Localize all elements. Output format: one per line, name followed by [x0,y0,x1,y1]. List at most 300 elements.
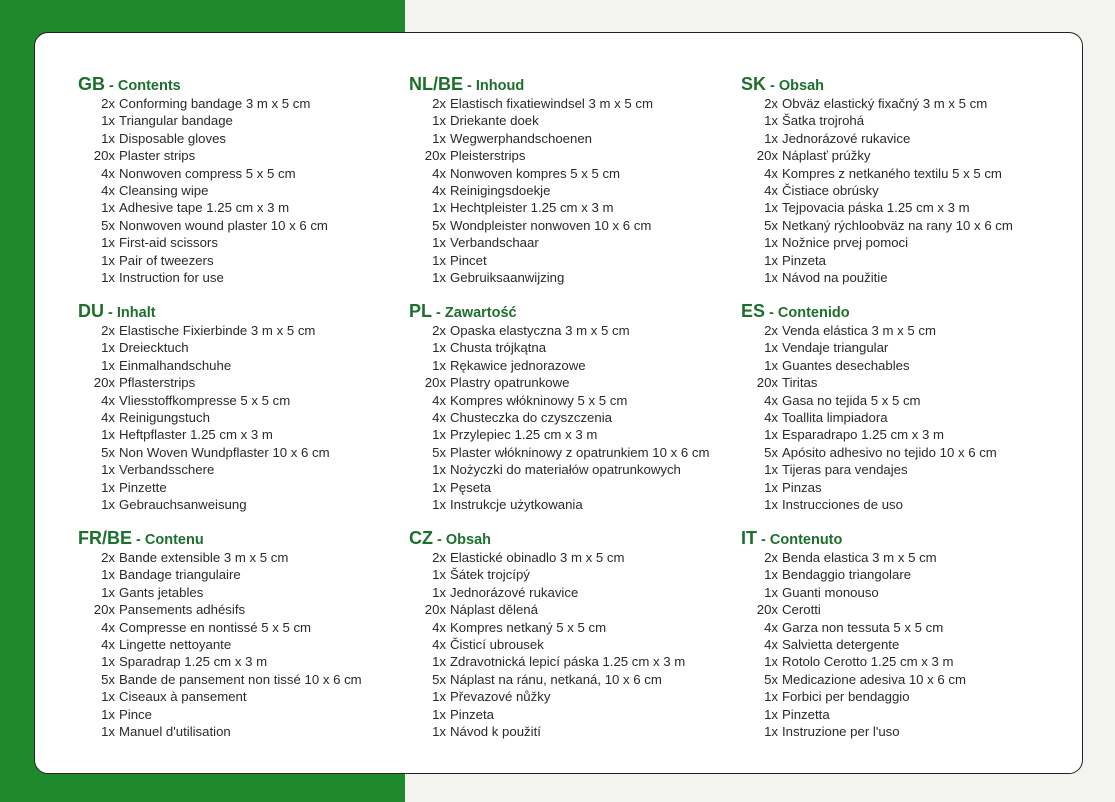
item-quantity: 4x [101,182,115,198]
item-quantity: 1x [432,584,446,600]
list-item [741,549,1071,566]
item-quantity: 4x [764,619,778,635]
list-item [741,339,1071,356]
list-item [741,671,1071,688]
list-item [409,234,739,251]
item-description: Nonwoven wound plaster 10 x 6 cm [119,217,328,233]
item-description: Kompres z netkaného textilu 5 x 5 cm [782,165,1002,181]
section-title [78,527,408,549]
item-quantity: 4x [764,182,778,198]
item-quantity: 1x [432,200,446,216]
list-item [741,182,1071,199]
item-quantity: 1x [432,340,446,356]
item-quantity: 1x [101,706,115,722]
section-heading: - Contenuto [757,532,843,548]
list-item [741,479,1071,496]
list-item [741,130,1071,147]
item-quantity: 1x [432,706,446,722]
item-quantity: 1x [432,113,446,129]
item-description: Forbici per bendaggio [782,689,910,705]
item-description: Einmalhandschuhe [119,357,232,373]
list-item [409,688,739,705]
list-item [78,95,408,112]
item-description: Návod k použití [450,723,541,739]
item-description: Adhesive tape 1.25 cm x 3 m [119,200,290,216]
item-description: Pinzas [782,479,822,495]
language-code: CZ [409,528,433,548]
item-quantity: 1x [101,130,115,146]
item-description: Elastické obinadlo 3 m x 5 cm [450,550,625,565]
item-description: Esparadrapo 1.25 cm x 3 m [782,427,944,443]
item-quantity: 2x [101,550,115,565]
item-quantity: 1x [432,357,446,373]
list-item [78,234,408,251]
list-item [409,584,739,601]
item-description: Bande de pansement non tissé 10 x 6 cm [119,671,362,687]
list-item [78,444,408,461]
item-quantity: 1x [432,252,446,268]
list-item [78,199,408,216]
list-item [741,706,1071,723]
item-description: Vliesstoffkompresse 5 x 5 cm [119,392,291,408]
item-quantity: 20x [756,148,778,164]
list-item [409,409,739,426]
item-description: Lingette nettoyante [119,636,232,652]
item-quantity: 5x [432,671,446,687]
list-item [741,199,1071,216]
item-quantity: 1x [101,723,115,739]
list-item [78,706,408,723]
item-description: Manuel d'utilisation [119,723,231,739]
section-title [741,300,1071,322]
list-item [741,619,1071,636]
list-item [741,269,1071,286]
item-quantity: 20x [93,375,115,391]
item-quantity: 1x [101,462,115,478]
language-section [409,300,739,527]
language-code: SK [741,74,767,94]
list-item [409,461,739,478]
list-item [741,252,1071,269]
list-item [78,479,408,496]
item-quantity: 4x [101,619,115,635]
item-quantity: 1x [764,130,778,146]
item-description: Plaster włókninowy z opatrunkiem 10 x 6 cm [450,444,710,460]
item-quantity: 4x [101,165,115,181]
item-description: Ciseaux à pansement [119,689,247,705]
list-item [409,444,739,461]
item-description: Reinigingsdoekje [450,182,551,198]
language-section [78,73,408,300]
item-quantity: 1x [101,427,115,443]
item-quantity: 1x [432,479,446,495]
list-item [78,671,408,688]
item-description: Garza non tessuta 5 x 5 cm [782,619,944,635]
list-item [78,584,408,601]
section-title [409,73,739,95]
item-description: Bande extensible 3 m x 5 cm [119,550,289,565]
item-description: Šátek trojcípý [450,567,530,583]
list-item [741,653,1071,670]
list-item [78,549,408,566]
item-description: Chusteczka do czyszczenia [450,409,612,425]
list-item [741,95,1071,112]
list-item [409,322,739,339]
item-quantity: 5x [432,217,446,233]
item-description: Gebrauchsanweisung [119,496,247,512]
item-description: Bendaggio triangolare [782,567,912,583]
item-description: Wondpleister nonwoven 10 x 6 cm [450,217,652,233]
list-item [78,723,408,740]
list-item [78,636,408,653]
item-description: Toallita limpiadora [782,409,888,425]
section-heading: - Inhalt [104,305,156,321]
item-quantity: 1x [432,723,446,739]
language-code: NL/BE [409,74,463,94]
list-item [78,339,408,356]
item-description: Zdravotnická lepicí páska 1.25 cm x 3 m [450,654,686,670]
item-description: Pinzetta [782,706,830,722]
item-description: Rękawice jednorazowe [450,357,586,373]
item-quantity: 4x [101,392,115,408]
item-description: Netkaný rýchloobväz na rany 10 x 6 cm [782,217,1013,233]
list-item [409,479,739,496]
list-item [78,409,408,426]
section-title [741,527,1071,549]
item-description: Salvietta detergente [782,636,900,652]
item-description: Náplasť prúžky [782,148,871,164]
item-quantity: 1x [101,584,115,600]
item-description: Nožnice prvej pomoci [782,235,909,251]
list-item [409,269,739,286]
list-item [78,653,408,670]
language-code: ES [741,301,766,321]
list-item [741,165,1071,182]
list-item [409,601,739,618]
item-description: Gebruiksaanwijzing [450,269,565,285]
item-description: Cleansing wipe [119,182,209,198]
item-description: Instrukcje użytkowania [450,496,583,512]
item-description: Non Woven Wundpflaster 10 x 6 cm [119,444,330,460]
section-title [741,73,1071,95]
list-item [78,165,408,182]
item-quantity: 4x [101,409,115,425]
language-section [409,527,739,754]
list-item [741,392,1071,409]
list-item [409,182,739,199]
item-description: Gasa no tejida 5 x 5 cm [782,392,921,408]
item-description: Převazové nůžky [450,689,551,705]
item-description: Reinigungstuch [119,409,210,425]
item-description: Przylepiec 1.25 cm x 3 m [450,427,598,443]
item-description: Pincet [450,252,487,268]
item-description: Čisticí ubrousek [450,636,544,652]
list-item [78,392,408,409]
list-item [409,426,739,443]
list-item [409,653,739,670]
language-code: DU [78,301,104,321]
item-description: Guantes desechables [782,357,910,373]
section-heading: - Obsah [766,78,825,94]
section-heading: - Contenido [765,305,850,321]
item-quantity: 1x [432,567,446,583]
item-quantity: 2x [764,550,778,565]
item-quantity: 4x [101,636,115,652]
list-item [409,339,739,356]
item-description: Guanti monouso [782,584,879,600]
item-quantity: 1x [101,479,115,495]
item-quantity: 1x [764,235,778,251]
section-heading: - Zawartość [432,305,517,321]
item-quantity: 1x [764,269,778,285]
item-description: Pleisterstrips [450,148,526,164]
section-heading: - Obsah [433,532,492,548]
language-section [78,300,408,527]
item-quantity: 5x [101,217,115,233]
item-quantity: 1x [432,654,446,670]
item-description: Opaska elastyczna 3 m x 5 cm [450,323,630,338]
list-item [741,688,1071,705]
section-title [409,300,739,322]
item-quantity: 1x [764,340,778,356]
item-description: Bandage triangulaire [119,567,241,583]
list-item [409,217,739,234]
list-item [409,165,739,182]
item-description: Pince [119,706,152,722]
item-quantity: 2x [432,96,446,111]
item-quantity: 1x [764,113,778,129]
list-item [78,566,408,583]
list-item [78,252,408,269]
item-quantity: 2x [432,323,446,338]
item-quantity: 5x [764,671,778,687]
item-quantity: 5x [101,671,115,687]
item-quantity: 4x [432,619,446,635]
list-item [78,619,408,636]
list-item [78,357,408,374]
list-item [409,566,739,583]
section-title [78,73,408,95]
list-item [78,269,408,286]
item-description: Pflasterstrips [119,375,196,391]
item-quantity: 20x [424,375,446,391]
item-description: Kompres netkaný 5 x 5 cm [450,619,607,635]
column-3 [741,73,1071,754]
contents-card [34,32,1083,774]
item-quantity: 1x [432,130,446,146]
item-quantity: 1x [764,723,778,739]
item-quantity: 1x [101,200,115,216]
list-item [78,496,408,513]
item-description: Dreiecktuch [119,340,189,356]
item-description: Wegwerphandschoenen [450,130,592,146]
item-quantity: 5x [764,444,778,460]
language-section [741,300,1071,527]
item-quantity: 4x [764,636,778,652]
item-quantity: 1x [101,689,115,705]
item-quantity: 1x [101,252,115,268]
item-quantity: 20x [424,602,446,618]
item-description: Cerotti [782,602,821,618]
item-description: Šatka trojrohá [782,113,865,129]
item-description: Tiritas [782,375,818,391]
item-quantity: 1x [764,252,778,268]
item-quantity: 1x [432,496,446,512]
section-heading: - Contenu [132,532,204,548]
item-quantity: 20x [756,375,778,391]
item-quantity: 2x [764,96,778,111]
list-item [741,217,1071,234]
list-item [78,688,408,705]
item-quantity: 2x [432,550,446,565]
list-item [409,723,739,740]
item-quantity: 1x [764,584,778,600]
item-description: Čistiace obrúsky [782,182,879,198]
item-description: Verbandsschere [119,462,215,478]
item-quantity: 5x [764,217,778,233]
list-item [409,671,739,688]
item-description: Kompres włókninowy 5 x 5 cm [450,392,628,408]
item-quantity: 1x [764,357,778,373]
item-description: Tijeras para vendajes [782,462,908,478]
list-item [741,112,1071,129]
item-quantity: 4x [432,165,446,181]
list-item [409,496,739,513]
item-description: Benda elastica 3 m x 5 cm [782,550,937,565]
item-quantity: 2x [764,323,778,338]
item-quantity: 1x [764,496,778,512]
list-item [78,461,408,478]
list-item [741,461,1071,478]
item-quantity: 1x [764,689,778,705]
item-description: Apósito adhesivo no tejido 10 x 6 cm [782,444,997,460]
list-item [409,252,739,269]
list-item [409,95,739,112]
item-quantity: 4x [764,392,778,408]
item-quantity: 20x [93,602,115,618]
item-quantity: 20x [424,148,446,164]
list-item [409,549,739,566]
list-item [78,112,408,129]
list-item [741,409,1071,426]
list-item [409,199,739,216]
list-item [409,147,739,164]
language-code: FR/BE [78,528,132,548]
column-2 [409,73,739,754]
item-description: Jednorázové rukavice [450,584,579,600]
list-item [409,619,739,636]
item-quantity: 4x [432,636,446,652]
item-quantity: 1x [101,269,115,285]
list-item [741,636,1071,653]
item-description: Verbandschaar [450,235,539,251]
list-item [78,147,408,164]
list-item [409,392,739,409]
item-description: Pinzeta [450,706,494,722]
list-item [78,322,408,339]
list-item [78,374,408,391]
item-description: Pinzeta [782,252,826,268]
item-description: Plastry opatrunkowe [450,375,570,391]
list-item [741,322,1071,339]
list-item [409,112,739,129]
item-description: Instruzione per l'uso [782,723,900,739]
section-heading: - Inhoud [463,78,525,94]
item-quantity: 20x [756,602,778,618]
list-item [78,130,408,147]
item-quantity: 1x [432,462,446,478]
item-description: Chusta trójkątna [450,340,547,356]
list-item [409,374,739,391]
item-description: Pinzette [119,479,167,495]
list-item [741,496,1071,513]
item-description: Tejpovacia páska 1.25 cm x 3 m [782,200,970,216]
item-quantity: 5x [101,444,115,460]
list-item [741,357,1071,374]
item-description: Driekante doek [450,113,539,129]
list-item [741,566,1071,583]
language-code: IT [741,528,757,548]
item-description: Instruction for use [119,269,224,285]
list-item [741,584,1071,601]
list-item [78,426,408,443]
item-quantity: 2x [101,96,115,111]
list-item [78,601,408,618]
item-quantity: 1x [764,200,778,216]
item-description: Venda elástica 3 m x 5 cm [782,323,936,338]
item-quantity: 4x [764,165,778,181]
item-description: Elastische Fixierbinde 3 m x 5 cm [119,323,316,338]
item-description: Medicazione adesiva 10 x 6 cm [782,671,966,687]
list-item [409,636,739,653]
section-heading: - Contents [105,78,181,94]
language-section [78,527,408,754]
item-description: Plaster strips [119,148,196,164]
item-description: Instrucciones de uso [782,496,903,512]
item-quantity: 4x [764,409,778,425]
item-description: First-aid scissors [119,235,218,251]
item-quantity: 1x [764,427,778,443]
item-quantity: 1x [101,235,115,251]
item-description: Jednorázové rukavice [782,130,911,146]
item-description: Obväz elastický fixačný 3 m x 5 cm [782,96,988,111]
item-description: Elastisch fixatiewindsel 3 m x 5 cm [450,96,654,111]
list-item [741,601,1071,618]
item-description: Náplast dělená [450,602,538,618]
item-quantity: 4x [432,409,446,425]
section-title [409,527,739,549]
item-description: Sparadrap 1.25 cm x 3 m [119,654,268,670]
list-item [409,357,739,374]
list-item [78,217,408,234]
section-title [78,300,408,322]
item-description: Pair of tweezers [119,252,214,268]
list-item [741,234,1071,251]
list-item [741,723,1071,740]
list-item [741,374,1071,391]
item-description: Návod na použitie [782,269,888,285]
item-quantity: 4x [432,392,446,408]
item-quantity: 5x [432,444,446,460]
item-quantity: 1x [432,269,446,285]
item-description: Nonwoven kompres 5 x 5 cm [450,165,621,181]
item-quantity: 20x [93,148,115,164]
item-description: Rotolo Cerotto 1.25 cm x 3 m [782,654,954,670]
item-quantity: 1x [101,654,115,670]
language-section [409,73,739,300]
item-quantity: 1x [764,706,778,722]
item-quantity: 2x [101,323,115,338]
